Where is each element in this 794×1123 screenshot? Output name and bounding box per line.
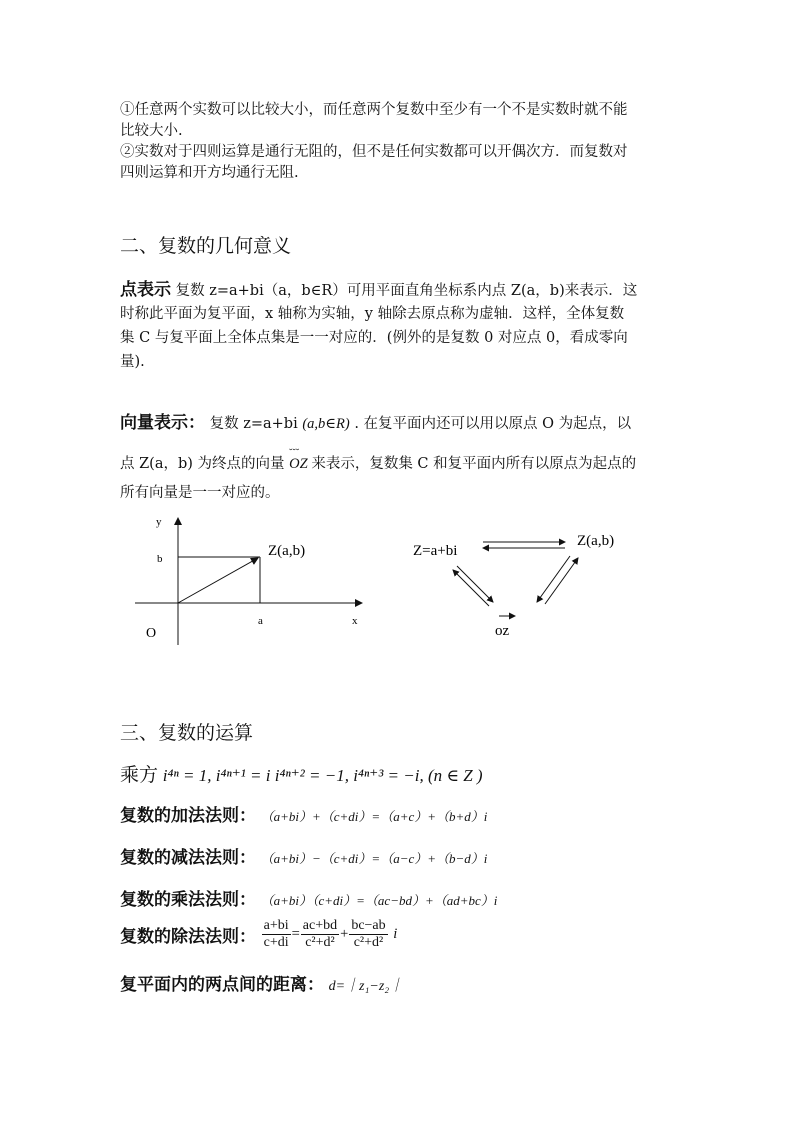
- vector-repr-line1: 向量表示： 复数 z=a+bi (a,b∈R) . 在复平面内还可以用以原点 O 为起点，以: [120, 413, 632, 433]
- para1-line4: 四则运算和开方均通行无阻.: [120, 165, 299, 181]
- vector-repr-label: 向量表示: [120, 413, 188, 433]
- point-repr-line4: 量).: [120, 354, 145, 370]
- dist-line: [120, 970, 403, 995]
- y-label: y: [156, 516, 162, 528]
- sub-label: 复数的减法法则：: [120, 848, 256, 868]
- section3-title: 三、复数的运算: [120, 722, 254, 744]
- correspondence-figure: [405, 520, 645, 650]
- mul-line: [120, 885, 497, 910]
- para1-line2: 比较大小.: [120, 123, 183, 139]
- vector-repr-text1c: . 在复平面内还可以用以原点 O 为起点，以: [354, 416, 632, 432]
- power-formula: i⁴ⁿ = 1, i⁴ⁿ⁺¹ = i i⁴ⁿ⁺² = −1, i⁴ⁿ⁺³ = −i, (n ∈ Z ): [162, 766, 483, 785]
- vector-repr-cond: (a,b∈R): [302, 416, 350, 432]
- div-frac1: $\frac{a+bi}{c+di}$: [263, 918, 289, 950]
- power-line: [120, 760, 483, 787]
- mul-label: 复数的乘法法则：: [120, 890, 256, 910]
- vector-arrow-icon: ˘˘˘: [289, 448, 300, 459]
- para1-line3: ②实数对于四则运算是通行无阻的，但不是任何实数都可以开偶次方．而复数对: [120, 144, 628, 160]
- add-label: 复数的加法法则：: [120, 806, 256, 826]
- complex-plane-figure: [130, 510, 370, 650]
- point-repr-line3: 集 C 与复平面上全体点集是一一对应的．(例外的是复数 0 对应点 0，看成零向: [120, 330, 628, 346]
- vector-repr-text2a: 点 Z(a，b) 为终点的向量: [120, 456, 285, 472]
- sub-formula: （a+bi）−（c+di）=（a−c）+（b−d）i: [260, 851, 488, 866]
- vector-repr-text2b: 来表示，复数集 C 和复平面内所有以原点为起点的: [311, 456, 637, 472]
- oz-label: oz: [495, 623, 510, 639]
- point-z-label: Z(a,b): [268, 543, 306, 559]
- div-label: 复数的除法法则：: [120, 927, 256, 947]
- z-point-label: Z(a,b): [577, 533, 615, 549]
- section2-title: 二、复数的几何意义: [120, 235, 292, 257]
- origin-label: O: [146, 626, 157, 641]
- left-arrow-down: [457, 566, 493, 602]
- dist-label: 复平面内的两点间的距离：: [120, 975, 324, 995]
- div-frac3: $\frac{bc-ab}{\text{c²+d²}}$: [351, 918, 386, 950]
- mul-formula: （a+bi）（c+di）=（ac−bd）+（ad+bc）i: [260, 893, 498, 908]
- add-formula: （a+bi）+（c+di）=（a+c）+（b+d）i: [260, 809, 488, 824]
- b-label: b: [157, 553, 163, 565]
- para1-line1: ①任意两个实数可以比较大小，而任意两个复数中至少有一个不是实数时就不能: [120, 102, 628, 118]
- div-frac2: $\frac{ac+bd}{\text{c²+d²}}$: [302, 918, 338, 950]
- dist-formula: d=｜z₁−z₂｜: [328, 979, 404, 994]
- add-line: [120, 801, 487, 826]
- vector-repr-text1a: 复数 z=a+bi: [209, 416, 298, 432]
- vector-repr-line3: 所有向量是一一对应的。: [120, 485, 280, 501]
- point-repr-line1: [120, 275, 637, 300]
- sub-line: [120, 843, 487, 868]
- vector-oz: ˘˘˘ OZ: [289, 448, 308, 472]
- point-repr-label: 点表示: [120, 280, 171, 300]
- a-label: a: [258, 615, 263, 627]
- power-label: 乘方: [120, 765, 159, 786]
- div-line: 复数的除法法则： $\frac{a+bi}{c+di}$ = $\frac{ac+bd}{\text{c²+d²}}$ + $\frac{bc-ab}{\text{c²+d²}}$ i: [120, 918, 398, 950]
- right-arrow-up: [545, 558, 578, 604]
- oz-vector: [178, 558, 258, 603]
- x-label: x: [352, 615, 358, 627]
- point-repr-text1: 复数 z=a+bi（a，b∈R）可用平面直角坐标系内点 Z(a，b)来表示．这: [175, 283, 638, 299]
- point-repr-line2: 时称此平面为复平面，x 轴称为实轴，y 轴除去原点称为虚轴．这样，全体复数: [120, 306, 625, 322]
- z-complex-label: Z=a+bi: [413, 543, 458, 559]
- right-arrow-down: [537, 556, 570, 602]
- vector-repr-line2: [120, 448, 637, 473]
- left-arrow-up: [453, 570, 489, 606]
